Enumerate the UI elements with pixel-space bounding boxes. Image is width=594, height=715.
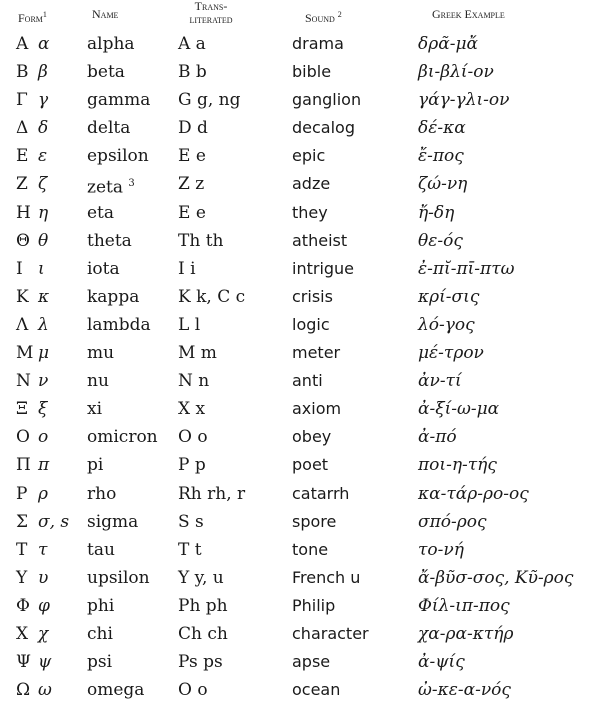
letter-lowercase: γ bbox=[38, 90, 49, 111]
greek-example: γάγ-γλι-ον bbox=[418, 90, 510, 111]
greek-example: δέ-κα bbox=[418, 118, 466, 139]
letter-name bbox=[87, 227, 132, 255]
greek-example: κα-τάρ-ρο-ος bbox=[418, 483, 529, 504]
sound-example: decalog bbox=[292, 118, 355, 138]
table-row bbox=[0, 30, 594, 58]
transliteration: N n bbox=[178, 371, 210, 392]
letter-name-text: xi bbox=[87, 399, 103, 420]
letter-lowercase: θ bbox=[38, 230, 49, 251]
sound-example: intrigue bbox=[292, 258, 355, 278]
letter-uppercase: Θ bbox=[16, 230, 30, 251]
letter-lowercase: φ bbox=[38, 595, 50, 616]
letter-uppercase: Π bbox=[16, 455, 31, 476]
letter-name bbox=[87, 508, 138, 536]
greek-example: σπό-ρος bbox=[418, 511, 487, 532]
greek-example: ἀ-πό bbox=[418, 427, 457, 448]
greek-example: θε-ός bbox=[418, 230, 463, 251]
letter-name-text: iota bbox=[87, 258, 120, 279]
letter-uppercase: Ζ bbox=[16, 174, 28, 195]
greek-example: βι-βλί-ον bbox=[418, 62, 494, 83]
letter-uppercase: Ρ bbox=[16, 483, 28, 504]
greek-example: ἔ-πος bbox=[418, 146, 464, 167]
letter-uppercase: Ω bbox=[16, 680, 31, 701]
letter-uppercase: Ψ bbox=[16, 652, 31, 673]
letter-name-text: tau bbox=[87, 539, 115, 560]
letter-name-text: nu bbox=[87, 371, 109, 392]
greek-example: ἀν-τί bbox=[418, 371, 462, 392]
letter-name bbox=[87, 142, 149, 170]
letter-name bbox=[87, 58, 125, 86]
header-transliterated-line1: Trans- bbox=[194, 0, 228, 13]
letter-lowercase: ν bbox=[38, 371, 49, 392]
letter-name-text: phi bbox=[87, 595, 115, 616]
letter-name bbox=[87, 536, 115, 564]
greek-example: ζώ-νη bbox=[418, 174, 468, 195]
letter-lowercase: α bbox=[38, 34, 50, 54]
letter-name-text: beta bbox=[87, 62, 125, 83]
transliteration: Rh rh, r bbox=[178, 483, 246, 504]
transliteration: Z z bbox=[178, 174, 205, 195]
table-row bbox=[0, 536, 594, 564]
sound-example: drama bbox=[292, 34, 344, 53]
letter-uppercase: Υ bbox=[16, 567, 28, 588]
letter-lowercase: π bbox=[38, 455, 50, 476]
letter-lowercase: λ bbox=[38, 314, 49, 335]
greek-example: λό-γος bbox=[418, 314, 475, 335]
letter-uppercase: Ο bbox=[16, 427, 30, 448]
letter-lowercase: κ bbox=[38, 286, 50, 307]
table-row bbox=[0, 564, 594, 592]
sound-example: adze bbox=[292, 174, 331, 194]
table-row bbox=[0, 86, 594, 114]
letter-lowercase: β bbox=[38, 62, 48, 83]
table-row bbox=[0, 592, 594, 620]
transliteration: P p bbox=[178, 455, 206, 476]
letter-uppercase: Μ bbox=[16, 343, 34, 364]
header-form-label: Form bbox=[18, 11, 43, 25]
sound-example: bible bbox=[292, 62, 332, 82]
sound-example: anti bbox=[292, 371, 323, 391]
letter-lowercase: σ, s bbox=[38, 511, 70, 532]
greek-example: το-νή bbox=[418, 539, 464, 560]
table-row bbox=[0, 367, 594, 395]
sound-example: character bbox=[292, 623, 369, 643]
letter-name bbox=[87, 648, 112, 676]
greek-example: μέ-τρον bbox=[418, 343, 484, 364]
letter-name-text: alpha bbox=[87, 34, 135, 54]
transliteration: Ph ph bbox=[178, 595, 228, 616]
letter-name bbox=[87, 199, 114, 227]
letter-lowercase: ξ bbox=[38, 399, 48, 420]
transliteration: E e bbox=[178, 202, 206, 223]
table-row bbox=[0, 480, 594, 508]
letter-lowercase: ω bbox=[38, 680, 52, 701]
letter-lowercase: ο bbox=[38, 427, 49, 448]
letter-lowercase: ι bbox=[38, 258, 45, 279]
greek-example: Φίλ-ιπ-πος bbox=[418, 595, 510, 616]
letter-uppercase: Β bbox=[16, 62, 29, 83]
header-form-note: 1 bbox=[42, 10, 47, 19]
table-row bbox=[0, 339, 594, 367]
letter-name bbox=[87, 676, 144, 704]
letter-uppercase: Ξ bbox=[16, 399, 28, 420]
letter-name bbox=[87, 423, 158, 451]
table-row bbox=[0, 508, 594, 536]
table-row bbox=[0, 620, 594, 648]
greek-example: χα-ρα-κτήρ bbox=[418, 623, 514, 644]
sound-example: ganglion bbox=[292, 90, 362, 110]
table-row bbox=[0, 199, 594, 227]
transliteration: A a bbox=[178, 34, 206, 54]
greek-example: ὠ-κε-α-νός bbox=[418, 680, 511, 701]
letter-name bbox=[87, 170, 135, 202]
letter-lowercase: ε bbox=[38, 146, 48, 167]
letter-name bbox=[87, 86, 150, 114]
greek-example: δρᾶ-μἄ bbox=[418, 34, 478, 54]
table-row bbox=[0, 676, 594, 704]
letter-name bbox=[87, 620, 113, 648]
letter-name bbox=[87, 339, 114, 367]
transliteration: G g, ng bbox=[178, 90, 241, 111]
transliteration: O o bbox=[178, 427, 208, 448]
transliteration: Y y, u bbox=[178, 567, 224, 588]
letter-name-text: pi bbox=[87, 455, 104, 476]
sound-example: Philip bbox=[292, 595, 336, 615]
transliteration: Th th bbox=[178, 230, 224, 251]
sound-example: spore bbox=[292, 511, 337, 531]
letter-name-text: sigma bbox=[87, 511, 139, 532]
letter-uppercase: Χ bbox=[16, 623, 29, 644]
letter-name-text: psi bbox=[87, 652, 113, 673]
letter-name-text: theta bbox=[87, 230, 132, 251]
table-row bbox=[0, 451, 594, 479]
letter-uppercase: Ι bbox=[16, 258, 23, 279]
transliteration: X x bbox=[178, 399, 206, 420]
sound-example: they bbox=[292, 202, 328, 222]
sound-example: logic bbox=[292, 314, 330, 334]
header-name: Name bbox=[92, 7, 119, 21]
sound-example: poet bbox=[292, 455, 329, 475]
letter-name-text: upsilon bbox=[87, 567, 150, 588]
letter-name-text: epsilon bbox=[87, 146, 149, 167]
sound-example: ocean bbox=[292, 680, 341, 700]
letter-name bbox=[87, 30, 135, 58]
letter-name-text: gamma bbox=[87, 90, 151, 111]
greek-example: ἀ-ψίς bbox=[418, 652, 465, 673]
table-row bbox=[0, 648, 594, 676]
letter-uppercase: Η bbox=[16, 202, 31, 223]
letter-name-text: zeta bbox=[87, 178, 123, 199]
letter-uppercase: Γ bbox=[16, 90, 28, 111]
sound-example: epic bbox=[292, 146, 326, 166]
letter-lowercase: ψ bbox=[38, 652, 52, 673]
transliteration: Ps ps bbox=[178, 652, 223, 673]
letter-lowercase: χ bbox=[38, 623, 49, 644]
transliteration: S s bbox=[178, 511, 204, 532]
letter-name bbox=[87, 255, 120, 283]
letter-lowercase: μ bbox=[38, 343, 50, 364]
letter-uppercase: Κ bbox=[16, 286, 29, 307]
greek-example: ἀ-ξί-ω-μα bbox=[418, 399, 500, 420]
transliteration: M m bbox=[178, 343, 217, 364]
sound-example: French u bbox=[292, 567, 361, 587]
table-row bbox=[0, 58, 594, 86]
letter-name bbox=[87, 480, 116, 508]
header-transliterated bbox=[166, 0, 256, 30]
sound-example: catarrh bbox=[292, 483, 350, 503]
letter-name bbox=[87, 311, 151, 339]
transliteration: L l bbox=[178, 314, 201, 335]
letter-name bbox=[87, 283, 139, 311]
letter-name-text: lambda bbox=[87, 314, 151, 335]
letter-name-text: chi bbox=[87, 623, 113, 644]
transliteration: Ch ch bbox=[178, 623, 228, 644]
table-row bbox=[0, 170, 594, 198]
letter-uppercase: Δ bbox=[16, 118, 29, 139]
table-row bbox=[0, 227, 594, 255]
letter-name bbox=[87, 395, 102, 423]
letter-name-text: omega bbox=[87, 680, 145, 701]
transliteration: K k, C c bbox=[178, 286, 246, 307]
table-row bbox=[0, 311, 594, 339]
letter-lowercase: ρ bbox=[38, 483, 48, 504]
transliteration: B b bbox=[178, 62, 207, 83]
letter-name bbox=[87, 367, 109, 395]
letter-uppercase: Ν bbox=[16, 371, 31, 392]
sound-example: crisis bbox=[292, 286, 333, 306]
sound-example: axiom bbox=[292, 399, 342, 419]
transliteration: O o bbox=[178, 680, 208, 701]
table-row bbox=[0, 255, 594, 283]
letter-uppercase: Φ bbox=[16, 595, 30, 616]
letter-lowercase: η bbox=[38, 202, 49, 223]
letter-name bbox=[87, 114, 130, 142]
letter-name bbox=[87, 564, 150, 592]
greek-example: ἤ-δη bbox=[418, 202, 455, 223]
table-row bbox=[0, 114, 594, 142]
transliteration: T t bbox=[178, 539, 202, 560]
greek-example: ἄ-βῦσ-σος, Κῦ-ρος bbox=[418, 567, 574, 588]
letter-uppercase: Λ bbox=[16, 314, 29, 335]
letter-uppercase: Α bbox=[16, 34, 29, 54]
letter-lowercase: υ bbox=[38, 567, 49, 588]
letter-name-text: rho bbox=[87, 483, 117, 504]
letter-uppercase: Τ bbox=[16, 539, 28, 560]
greek-example: ἐ-πῐ-πῑ-πτω bbox=[418, 258, 515, 279]
header-greek-example: Greek Example bbox=[432, 7, 505, 21]
greek-example: ποι-η-τής bbox=[418, 455, 497, 476]
header-transliterated-line2: literated bbox=[189, 12, 233, 26]
letter-uppercase: Σ bbox=[16, 511, 29, 532]
sound-example: atheist bbox=[292, 230, 348, 250]
letter-name-text: omicron bbox=[87, 427, 158, 448]
letter-name-text: eta bbox=[87, 202, 115, 223]
table-row bbox=[0, 142, 594, 170]
header-sound-note: 2 bbox=[337, 10, 342, 19]
letter-name-text: delta bbox=[87, 118, 131, 139]
letter-name-text: kappa bbox=[87, 286, 140, 307]
letter-lowercase: τ bbox=[38, 539, 48, 560]
sound-example: apse bbox=[292, 652, 331, 672]
greek-example: κρί-σις bbox=[418, 286, 480, 307]
sound-example: tone bbox=[292, 539, 329, 559]
letter-lowercase: δ bbox=[38, 118, 49, 139]
letter-name bbox=[87, 451, 103, 479]
letter-name-text: mu bbox=[87, 343, 115, 364]
header-sound-label: Sound bbox=[305, 11, 335, 25]
sound-example: meter bbox=[292, 343, 341, 363]
table-row bbox=[0, 423, 594, 451]
transliteration: D d bbox=[178, 118, 208, 139]
table-row bbox=[0, 283, 594, 311]
footnote-marker: 3 bbox=[128, 178, 135, 190]
letter-uppercase: Ε bbox=[16, 146, 29, 167]
transliteration: I i bbox=[178, 258, 196, 279]
transliteration: E e bbox=[178, 146, 206, 167]
letter-lowercase: ζ bbox=[38, 174, 48, 195]
letter-name bbox=[87, 592, 114, 620]
table-row bbox=[0, 395, 594, 423]
sound-example: obey bbox=[292, 427, 332, 447]
table-body bbox=[0, 30, 594, 704]
